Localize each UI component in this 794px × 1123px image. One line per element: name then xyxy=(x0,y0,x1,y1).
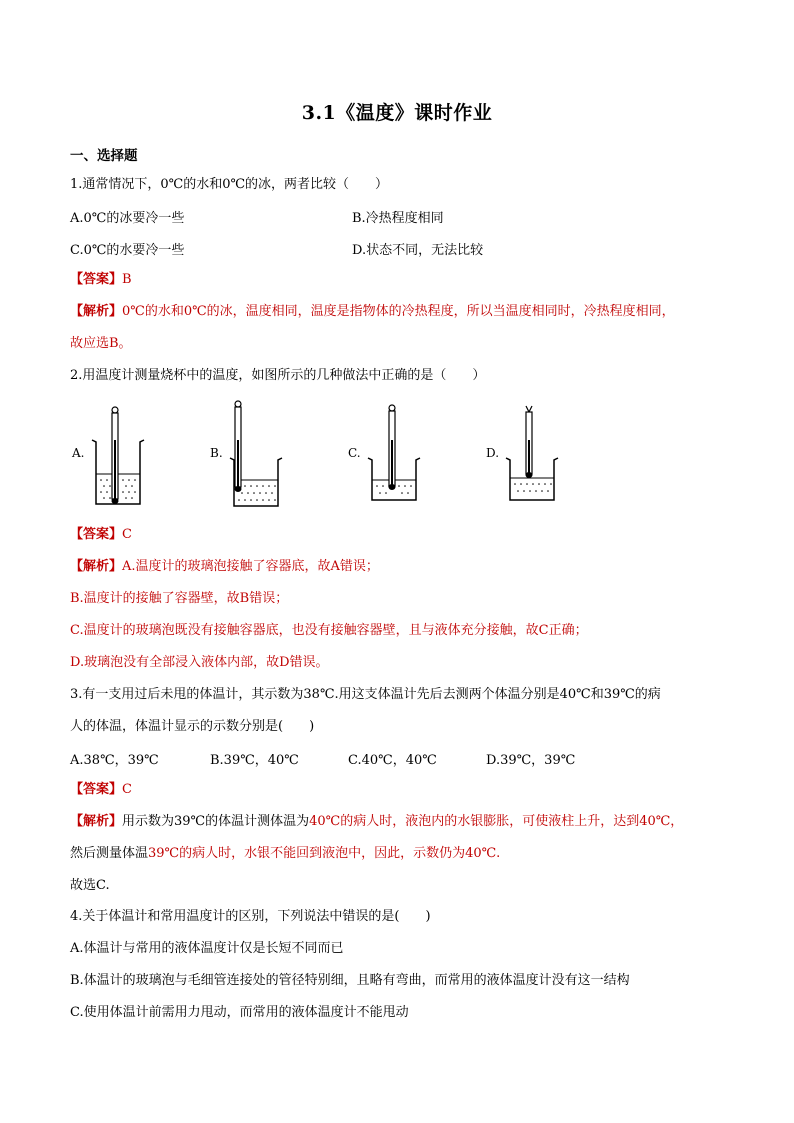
q3-option-b: B.39℃，40℃ xyxy=(210,753,299,768)
q3-analysis-line1 xyxy=(70,813,683,831)
figure-label-b: B. xyxy=(210,446,223,460)
q4-option-b: B.体温计的玻璃泡与毛细管连接处的管径特别细，且略有弯曲，而常用的液体温度计没有这一结构 xyxy=(70,973,630,988)
q3-answer xyxy=(70,781,132,799)
q1-answer-value: B xyxy=(122,272,132,287)
figure-label-d: D. xyxy=(486,446,500,460)
q2-analysis-b: B.温度计的接触了容器壁，故B错误； xyxy=(70,591,289,606)
q1-analysis-text: 0℃的水和0℃的冰，温度相同，温度是指物体的冷热程度，所以当温度相同时，冷热程度相同， xyxy=(122,304,675,319)
q3-analysis-line2-red: 39℃的病人时，水银不能回到液泡中，因此，示数仍为40℃. xyxy=(148,846,501,861)
q2-analysis-a-text: A.温度计的玻璃泡接触了容器底，故A错误； xyxy=(122,559,379,574)
q2-analysis-d: D.玻璃泡没有全部浸入液体内部，故D错误。 xyxy=(70,655,329,670)
q3-analysis-line1-red: 40℃的病人时，液泡内的水银膨胀，可使液柱上升，达到40℃， xyxy=(309,814,684,829)
figure-label-a: A. xyxy=(72,446,85,460)
q3-option-a: A.38℃，39℃ xyxy=(70,753,159,768)
q3-analysis-line2-black: 然后测量体温 xyxy=(70,846,149,861)
figure-label-c: C. xyxy=(348,446,361,460)
q4-stem: 4.关于体温计和常用温度计的区别，下列说法中错误的是( ) xyxy=(70,909,431,924)
analysis-tag: 【解析】 xyxy=(70,814,123,829)
q1-analysis-line2: 故应选B。 xyxy=(70,336,132,351)
figure-b-beaker-thermometer xyxy=(226,400,286,510)
q1-stem: 1.通常情况下，0℃的水和0℃的冰，两者比较（ ） xyxy=(70,177,389,192)
q3-analysis-line2 xyxy=(70,845,500,863)
q2-stem: 2.用温度计测量烧杯中的温度，如图所示的几种做法中正确的是（ ） xyxy=(70,368,486,383)
q4-option-a: A.体温计与常用的液体温度计仅是长短不同而已 xyxy=(70,941,344,956)
q3-stem-line1: 3.有一支用过后未甩的体温计，其示数为38℃.用这支体温计先后去测两个体温分别是40℃和39℃的病 xyxy=(70,687,661,702)
figure-d-beaker-thermometer xyxy=(502,400,562,510)
analysis-tag: 【解析】 xyxy=(70,559,123,574)
q1-option-d: D.状态不同，无法比较 xyxy=(352,243,484,258)
analysis-tag: 【解析】 xyxy=(70,304,123,319)
q3-stem-line2: 人的体温，体温计显示的示数分别是( ) xyxy=(70,719,315,734)
q1-option-c: C.0℃的水要冷一些 xyxy=(70,243,185,258)
answer-tag: 【答案】 xyxy=(70,782,123,797)
q1-analysis-line1 xyxy=(70,303,675,321)
q3-option-c: C.40℃，40℃ xyxy=(348,753,437,768)
figure-c-beaker-thermometer xyxy=(364,400,424,510)
q1-option-a: A.0℃的冰要冷一些 xyxy=(70,211,185,226)
q3-answer-value: C xyxy=(122,782,132,797)
section-heading: 一、选择题 xyxy=(70,148,138,164)
q3-conclusion: 故选C. xyxy=(70,878,110,893)
q1-answer xyxy=(70,271,132,289)
q2-analysis-a xyxy=(70,558,379,576)
q2-answer-value: C xyxy=(122,527,132,542)
q3-analysis-line1-black: 用示数为39℃的体温计测体温为 xyxy=(122,814,310,829)
q3-option-d: D.39℃，39℃ xyxy=(486,753,576,768)
q4-option-c: C.使用体温计前需用力甩动，而常用的液体温度计不能甩动 xyxy=(70,1005,409,1020)
answer-tag: 【答案】 xyxy=(70,272,123,287)
page-title: 3.1《温度》课时作业 xyxy=(301,102,493,124)
answer-tag: 【答案】 xyxy=(70,527,123,542)
q2-analysis-c: C.温度计的玻璃泡既没有接触容器底，也没有接触容器壁，且与液体充分接触，故C正确； xyxy=(70,623,588,638)
figure-a-beaker-thermometer xyxy=(88,400,148,510)
q1-option-b: B.冷热程度相同 xyxy=(352,211,444,226)
q2-answer xyxy=(70,526,132,544)
